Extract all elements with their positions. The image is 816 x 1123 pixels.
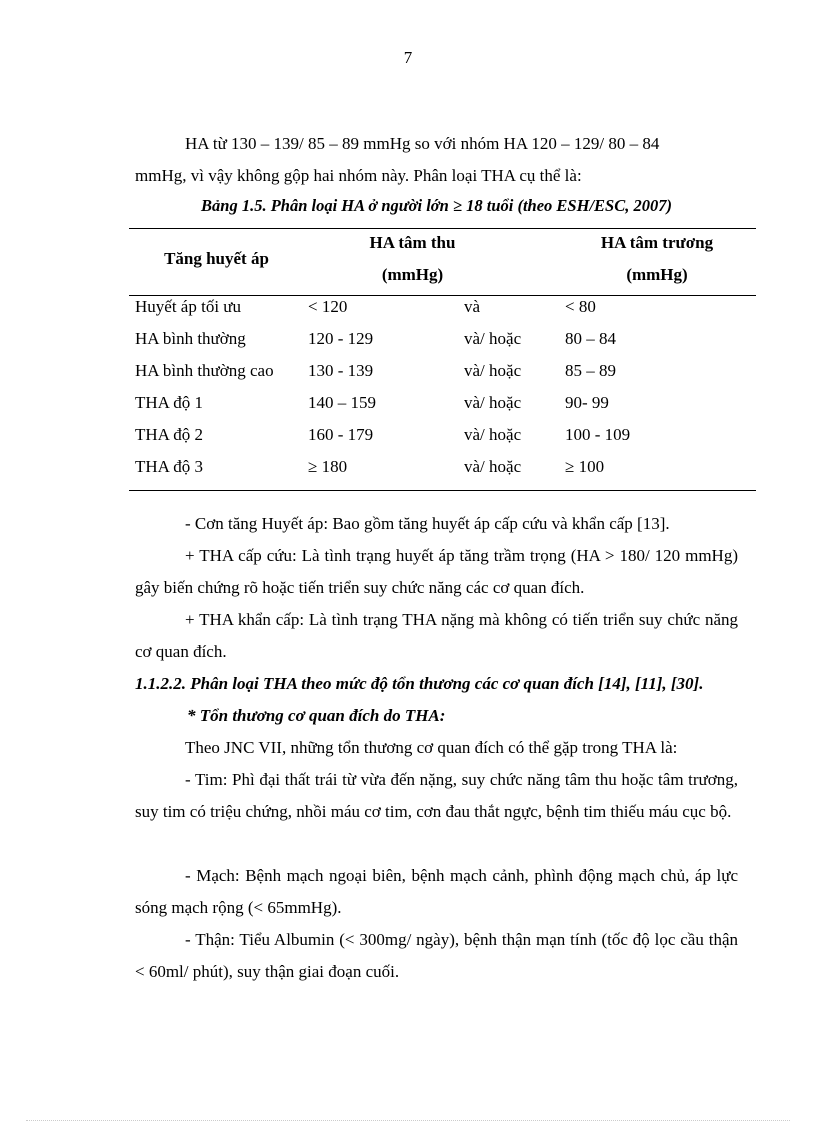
header-systolic-title: HA tâm thu [369, 233, 456, 252]
cell-systolic: 120 - 129 [308, 329, 374, 348]
table-row [129, 355, 756, 387]
cell-diastolic: 100 - 109 [565, 425, 631, 444]
cell-category: THA độ 1 [135, 393, 203, 412]
cell-connector: và/ hoặc [464, 329, 522, 348]
cell-diastolic: 90- 99 [565, 393, 609, 412]
intro-line-1: HA từ 130 – 139/ 85 – 89 mmHg so với nhóm HA 120 – 129/ 80 – 84 [185, 134, 660, 153]
paragraph-kidney: - Thận: Tiểu Albumin (< 300mg/ ngày), bệnh thận mạn tính (tốc độ lọc cầu thận < 60ml/ phút), suy thận giai đoạn cuối. [135, 930, 738, 981]
page-bottom-divider [26, 1120, 790, 1121]
header-category: Tăng huyết áp [164, 249, 269, 268]
cell-systolic: < 120 [308, 297, 348, 316]
table-row [129, 291, 756, 323]
cell-connector: và/ hoặc [464, 457, 522, 476]
cell-connector: và/ hoặc [464, 425, 522, 444]
cell-diastolic: < 80 [565, 297, 596, 316]
table-row [129, 323, 756, 355]
table-row [129, 451, 756, 483]
table-row [129, 387, 756, 419]
cell-diastolic: 85 – 89 [565, 361, 616, 380]
cell-systolic: 140 – 159 [308, 393, 376, 412]
table-caption: Bảng 1.5. Phân loại HA ở người lớn ≥ 18 tuổi (theo ESH/ESC, 2007) [201, 196, 672, 215]
header-diastolic-title: HA tâm trương [600, 233, 714, 252]
paragraph-jnc: Theo JNC VII, những tổn thương cơ quan đích có thể gặp trong THA là: [185, 738, 678, 757]
page-number: 7 [403, 48, 413, 67]
paragraph-hypertensive-urgency: + THA khẩn cấp: Là tình trạng THA nặng mà không có tiến triển suy chức năng cơ quan đích. [135, 610, 738, 661]
cell-diastolic: ≥ 100 [565, 457, 605, 476]
paragraph-hypertensive-crisis: - Cơn tăng Huyết áp: Bao gồm tăng huyết áp cấp cứu và khẩn cấp [13]. [185, 514, 670, 533]
cell-connector: và [464, 297, 481, 316]
paragraph-heart: - Tim: Phì đại thất trái từ vừa đến nặng, suy chức năng tâm thu hoặc tâm trương, suy tim có triệu chứng, nhồi máu cơ tim, cơn đau thắt ngực, bệnh tim thiếu máu cục bộ. [135, 770, 738, 821]
header-systolic-unit: (mmHg) [381, 265, 444, 284]
cell-systolic: 160 - 179 [308, 425, 374, 444]
cell-category: THA độ 2 [135, 425, 203, 444]
header-diastolic-unit: (mmHg) [626, 265, 688, 284]
cell-category: Huyết áp tối ưu [135, 297, 242, 316]
cell-category: HA bình thường [135, 329, 246, 348]
cell-category: THA độ 3 [135, 457, 203, 476]
paragraph-vessels: - Mạch: Bệnh mạch ngoại biên, bệnh mạch cảnh, phình động mạch chủ, áp lực sóng mạch rộng (< 65mmHg). [135, 866, 738, 917]
cell-connector: và/ hoặc [464, 393, 522, 412]
intro-line-2: mmHg, vì vậy không gộp hai nhóm này. Phân loại THA cụ thể là: [135, 166, 582, 185]
bp-classification-table [129, 228, 756, 491]
cell-systolic: ≥ 180 [308, 457, 348, 476]
cell-connector: và/ hoặc [464, 361, 522, 380]
table-header [129, 229, 756, 296]
cell-category: HA bình thường cao [135, 361, 274, 380]
cell-systolic: 130 - 139 [308, 361, 374, 380]
cell-diastolic: 80 – 84 [565, 329, 616, 348]
paragraph-hypertensive-emergency: + THA cấp cứu: Là tình trạng huyết áp tăng trầm trọng (HA > 180/ 120 mmHg) gây biến chứng rõ hoặc tiến triển suy chức năng các cơ quan đích. [135, 546, 738, 597]
table-row [129, 419, 756, 451]
section-heading: 1.1.2.2. Phân loại THA theo mức độ tổn thương các cơ quan đích [14], [11], [30]. [135, 674, 704, 693]
subsection-heading: * Tổn thương cơ quan đích do THA: [187, 706, 446, 725]
